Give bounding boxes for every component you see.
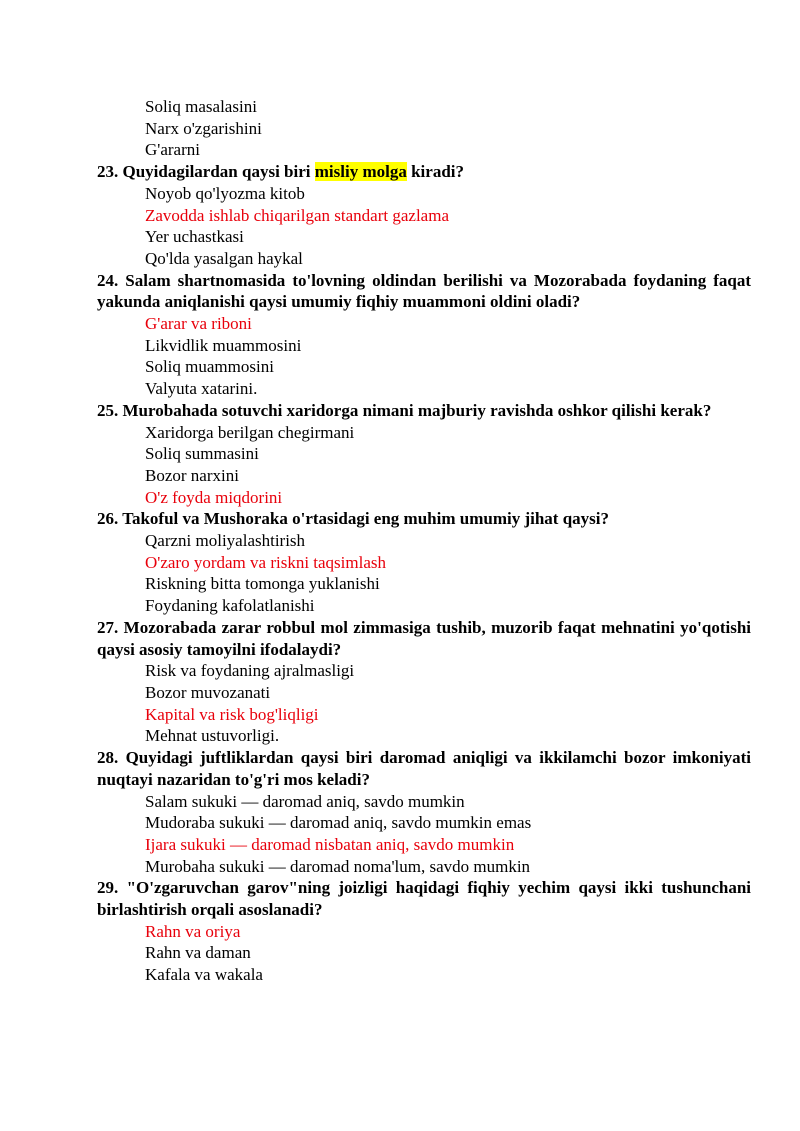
question-body: Quyidagi juftliklardan qaysi biri daromad aniqligi va ikkilamchi bozor imkoniyati nuqtayi nazaridan to'g'ri mos keladi?	[97, 748, 751, 789]
highlighted-term: misliy molga	[314, 162, 407, 182]
question-number: 26.	[97, 509, 119, 529]
answer-option: Qo'lda yasalgan haykal	[145, 248, 303, 268]
answer-option: Salam sukuki — daromad aniq, savdo mumkin	[145, 791, 465, 811]
answer-option: Kafala va wakala	[145, 965, 263, 985]
answer-option: Noyob qo'lyozma kitob	[145, 183, 305, 203]
question-body: Takoful va Mushoraka o'rtasidagi eng muhim umumiy jihat qaysi?	[122, 509, 609, 529]
answer-option: Murobaha sukuki — daromad noma'lum, savdo mumkin	[145, 856, 531, 876]
question-body-end: kiradi?	[406, 162, 464, 182]
answer-option-correct: Zavodda ishlab chiqarilgan standart gazlama	[145, 205, 449, 225]
question-body: "O'zgaruvchan garov"ning joizligi haqidagi fiqhiy yechim qaysi ikki tushunchani birlashtirish orqali asoslanadi?	[97, 878, 751, 920]
answer-option: Riskning bitta tomonga yuklanishi	[145, 574, 380, 594]
answer-option: Xaridorga berilgan chegirmani	[145, 422, 355, 442]
answer-option: Soliq masalasini	[145, 97, 257, 116]
answer-option: Rahn va daman	[145, 943, 251, 963]
question-body: Quyidagilardan qaysi biri	[122, 162, 315, 182]
answer-option-correct: Kapital va risk bog'liqligi	[145, 704, 319, 724]
question-text	[97, 400, 751, 422]
question-number: 29.	[97, 878, 119, 898]
answer-option-correct: G'arar va riboni	[145, 314, 252, 334]
question-text	[97, 161, 751, 183]
answer-option: Mudoraba sukuki — daromad aniq, savdo mumkin emas	[145, 813, 532, 833]
answer-option: Qarzni moliyalashtirish	[145, 531, 306, 551]
answer-option: Bozor muvozanati	[145, 682, 271, 702]
question-number: 28.	[97, 748, 119, 768]
answer-option: Risk va foydaning ajralmasligi	[145, 661, 355, 681]
question-body: Mozorabada zarar robbul mol zimmasiga tushib, muzorib faqat mehnatini yo'qotishi qaysi asosiy tamoyilni ifodalaydi?	[97, 617, 752, 659]
answer-option-correct: O'zaro yordam va riskni taqsimlash	[145, 552, 387, 572]
answer-option: Yer uchastkasi	[145, 227, 244, 247]
answer-option-correct: Rahn va oriya	[145, 921, 241, 941]
answer-option: Valyuta xatarini.	[145, 379, 258, 399]
answer-option: Narx o'zgarishini	[145, 118, 262, 138]
answer-option: Soliq muammosini	[145, 357, 274, 377]
question-text	[97, 270, 751, 313]
question-number: 25.	[97, 400, 119, 420]
answer-option: Likvidlik muammosini	[145, 335, 302, 355]
question-text	[97, 617, 751, 660]
answer-option: G'ararni	[145, 140, 200, 160]
quiz-content	[97, 96, 751, 986]
answer-option: Foydaning kafolatlanishi	[145, 596, 315, 616]
question-text	[97, 877, 751, 920]
answer-option-correct: O'z foyda miqdorini	[145, 487, 283, 507]
question-text	[97, 508, 751, 530]
question-number: 27.	[97, 617, 119, 637]
question-body: Salam shartnomasida to'lovning oldindan berilishi va Mozorabada foydaning faqat yakunda aniqlanishi qaysi umumiy fiqhiy muammoni oldini oladi?	[97, 270, 751, 312]
question-number: 24.	[97, 270, 119, 290]
answer-option-correct: Ijara sukuki — daromad nisbatan aniq, savdo mumkin	[145, 834, 515, 854]
answer-option: Soliq summasini	[145, 444, 259, 464]
answer-option: Bozor narxini	[145, 465, 239, 485]
question-text	[97, 747, 751, 790]
question-number: 23.	[97, 162, 119, 182]
answer-option: Mehnat ustuvorligi.	[145, 726, 280, 746]
question-body: Murobahada sotuvchi xaridorga nimani majburiy ravishda oshkor qilishi kerak?	[122, 400, 712, 420]
